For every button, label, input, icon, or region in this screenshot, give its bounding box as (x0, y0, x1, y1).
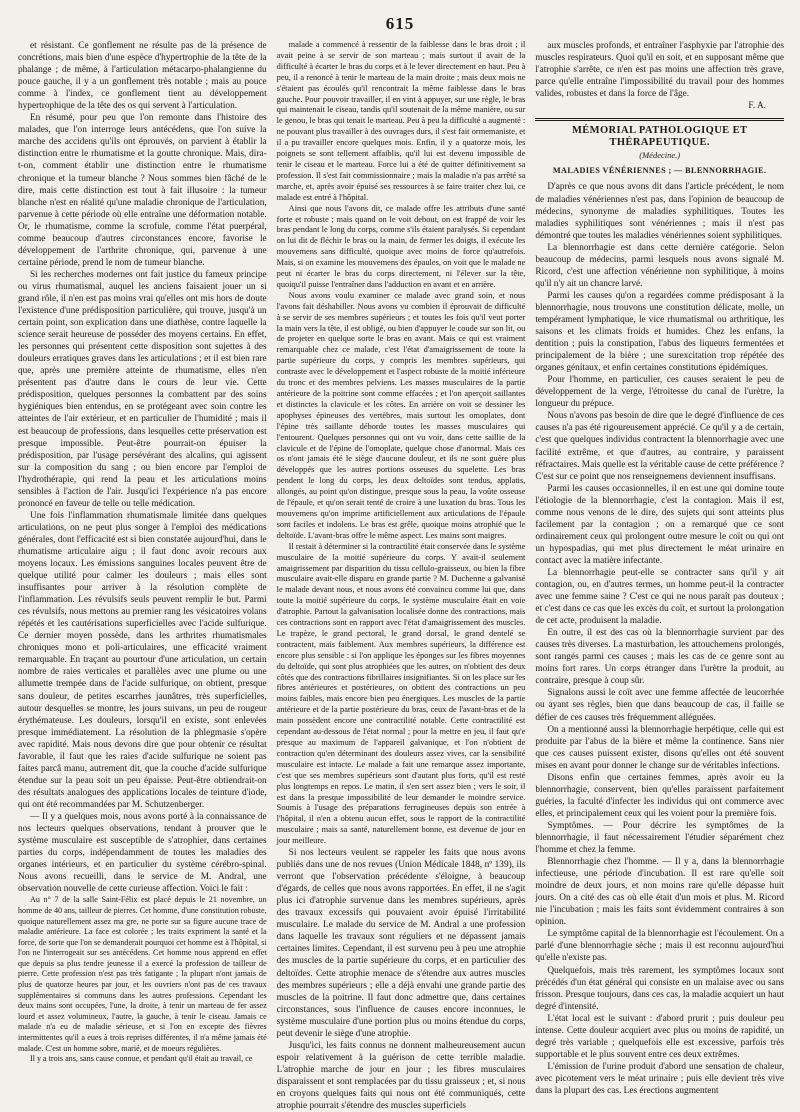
case-report-paragraph: Au n° 7 de la salle Saint-Félix est placé depuis le 21 novembre, un homme de 40 ans, tailleur de pierres. Cet homme, d'une constitution robuste, quoique naturellement assez ma gre, ne porte sur sa figure aucune trace de maladie antérieure. La face est colorée ; les traits expriment la santé et la force, de sorte que l'on se demanderait pourquoi cet homme est à l'hôpital, si l'on ne l'interrogeait sur ses antécédens. Cet homme nous apprend en effet que depuis sa plus tendre jeunesse il a exercé la profession de tailleur de pierre. Cette profession n'est pas très fatigante ; la plupart n'ont jamais de plus de quatorze heures par jour, et les ouvriers n'ont pas de ces travaux supplémentaires si communs dans les autres professions. Cependant les deux mains sont occupées, l'une, la droite, à tenir un marteau de fer assez lourd et assez volumineux, l'autre, la gauche, à tenir le ciseau. Jamais ce malade n'a eu de maladie sérieuse, et si l'on en excepte des fièvres intermittentes qu'il a eues à trois reprises différentes, il n'a même jamais été malade. C'est un homme sobre, marié, et de moeurs régulières. (18, 895, 267, 1053)
paragraph: Signalons aussi le coït avec une femme affectée de leucorrhée ou ayant ses règles, bien que dans beaucoup de cas, il faille se défier de ces causes très fréquemment alléguées. (535, 688, 785, 723)
paragraph: Si les recherches modernes ont fait justice du fameux principe ou virus rhumatismal, auquel les anciens faisaient jouer un si grand rôle, il n'en est pas moins vrai qu'elles ont mis hors de doute l'existence d'une prédisposition particulière, qui trouve, jusqu'à un certain point, son explication dans une diathèse, contre laquelle la science serait heureuse de posséder des moyens certains. En effet, les personnes qui présentent cette disposition sont sujettes à des douleurs erratiques graves dans les articulations ; et il est bien rare que, après une première atteinte de rhumatisme, elles n'en présentent pas d'autre dans le cours de leur vie. Cette prédisposition, quelques personnes la combattent par des soins hygiéniques bien entendus, en se protégeant avec soin contre les atteintes de l'air extérieur, et en particulier de l'humidité ; mais il est beaucoup de professions, dans lesquelles cette préservation est presque impossible. Peut-être pourrait-on épuiser la prédisposition, par l'usage persévérant des alcalins, qui agissent sur la composition du sang ; ou bien encore par l'emploi de l'hydrothérapie, qui rend la peau et les articulations moins sensibles à l'action de l'air. Jusqu'ici l'expérience n'a pas encore prononcé en faveur de telle ou telle médication. (18, 269, 267, 509)
paragraph: Disons enfin que certaines femmes, après avoir eu la blennorrhagie, conservent, bien qu'elles paraissent parfaitement guéries, la faculté d'infecter les individus qui ont commerce avec elles, et principalement ceux qui les voient pour la première fois. (535, 772, 785, 819)
paragraph: Jusqu'ici, les faits connus ne donnent malheureusement aucun espoir relativement à la guérison de cette terrible maladie. L'atrophie marche de jour en jour ; les fibres musculaires disparaissent et sont remplacées par du tissu graisseux ; et, si nous en croyons quelques faits qui nous ont été communiqués, cette atrophie pourrait s'étendre des muscles superficiels (276, 1040, 526, 1112)
paragraph: malade a commencé à ressentir de la faiblesse dans le bras droit ; il avait peine à se servir de son marteau ; mais surtout il avait de la difficulté à écarter le bras du corps et à le lever directement en haut. Peu à peu, il a renoncé à tenir le marteau de la main droite ; mais deux mois ne s'étaient pas écoulés qu'il rencontrait la même faiblesse dans le bras gauche. Pour pouvoir travailler, il en vint à appuyer, sur une règle, le bras qui maintenait le ciseau, tandis qu'il soutenait de la même manière, ou sur le genou, le bras qui tenait le marteau. Peu à peu la difficulté a augmenté : ne pouvant plus travailler à des ouvrages durs, il s'est fait ormemaniste, et il a pu travailler encore quelques mois. Enfin, il y a quatorze mois, les poignets se sont tellement affaiblis, qu'il lui est devenu impossible de tenir le ciseau et le marteau. Force lui a été de quitter définitivement sa profession. Il s'est fait commissionnaire ; mais la maladie n'a pas arrêté sa marche, et, après avoir épuisé ses ressources à se faire traiter chez lui, ce malade est entré à l'hôpital. (276, 40, 526, 202)
paragraph: On a mentionné aussi la blennorrhagie herpétique, celle qui est produite par l'abus de la bière et même la continence. Sans nier que ces causes puissent exister, disons qu'elles ont été souvent mises en avant pour donner le change sur de véritables infections. (535, 724, 785, 771)
paragraph: aux muscles profonds, et entraîner l'asphyxie par l'atrophie des muscles respirateurs. Quoi qu'il en soit, et en supposant même que l'atrophie s'arrête, ce n'en est pas moins une affection très grave, parce qu'elle entraîne l'impossibilité du travail pour des hommes valides, robustes et dans la force de l'âge. (535, 41, 785, 100)
page-number: 615 (385, 14, 415, 33)
article-columns (18, 40, 785, 1112)
section-title: MÉMORIAL PATHOLOGIQUE ET THÉRAPEUTIQUE. (571, 125, 748, 149)
paragraph: Nous n'avons pas besoin de dire que le degré d'influence de ces causes n'a pas été rigoureusement apprécié. Ce qu'il y a de certain, c'est que quelques individus contractent la blennorrhagie avec une facilité extrême, et que d'autres, au contraire, y paraissent réfractaires. Mais quelle est la véritable cause de cette préférence ? C'est sur ce point que nos renseignemens deviennent insuffisans. (535, 411, 785, 482)
paragraph: Il restait à déterminer si la contractilité était conservée dans le système musculaire de la moitié supérieure du corps. Y avait-il seulement amaigrissement par disparition du tissu cellulo-graisseux, ou bien la fibre musculaire avait-elle disparu en grande partie ? M. Duchenne a galvanisé le malade devant nous, et nous avons été convaincu comme lui que, dans toute la moitié supérieure du corps, le système musculaire était en voie d'atrophie. Partout la galvanisation localisée donne des contractions, mais ces contractions sont en rapport avec l'état d'amaigrissement des muscles. Le trapèze, le grand pectoral, le grand dorsal, le grand dentelé se contractent, mais faiblement. Aux membres supérieurs, la différence est encore plus sensible : si l'on applique les éponges sur les fibres moyennes du deltoïde, qui sont plus atrophiées que les autres, on n'obtient des deux côtés que des contractions fibrillaires insignifiantes. Si on les place sur les fibres antérieures et postérieures, on obtient des contractions un peu moins faibles, mais encore bien peu énergiques. Les muscles de la partie antérieure et de la partie postérieure du bras, ceux de l'avant-bras et de la main possèdent encore une contractilité notable. Cette contractilité est cependant au-dessous de l'état normal ; pour la mettre en jeu, il faut qu'e presque au maximum de l'appareil galvanique, et l'on n'obtient de contraction qu'en déterminant des douleurs assez vives, car la sensibilité musculaire est intacte. Le malade a fait une remarque assez importante, c'est que ses membres supérieurs sont d'autant plus forts, qu'il est resté plus longtemps en repos. Le matin, il s'en sert assez bien ; vers le soir, il est dans la presque impossibilité de leur demander le moindre service. Soumis à l'usage des préparations ferrugineuses depuis son entrée à l'hôpital, il n'en a obtenu aucun effet, sous le rapport de la contractilité musculaire ; mais sa santé, naturellement bonne, est devenue de jour en jour meilleure. (276, 541, 526, 846)
paragraph: Symptômes. — Pour décrire les symptômes de la blennorrhagie, il faut nécessairement l'étudier séparément chez l'homme et chez la femme. (535, 820, 785, 856)
paragraph: Le symptôme capital de la blennorrhagie est l'écoulement. On a parlé d'une blennorrhagie sèche ; mais il est reconnu aujourd'hui qu'elle n'existe pas. (535, 929, 785, 964)
paragraph: La blennorrhagie est dans cette dernière catégorie. Selon beaucoup de médecins, parmi lesquels nous avons signalé M. Ricord, c'est une affection vénérienne non syphilitique, à moins qu'il n'y ait un chancre larvé. (535, 242, 785, 289)
paragraph: D'après ce que nous avons dit dans l'article précédent, le nom de maladies vénériennes n'est pas, dans l'opinion de beaucoup de médecins, synonyme de maladies syphilitiques. Toutes les maladies syphilitiques sont vénériennes ; mais il n'est pas démontré que toutes les maladies vénériennes soient syphilitiques. (535, 182, 785, 241)
column-3 (535, 40, 785, 1096)
paragraph: En résumé, pour peu que l'on remonte dans l'histoire des malades, que l'on interroge leurs antécédens, que l'on suive la marche des accidens qu'ils ont éprouvés, on parvient à établir la distinction entre le rhumatisme et la goutte chronique. Mais, dira-t-on, comment établir une distinction entre le rhumatisme chronique et la tumeur blanche ? Nous sommes bien fâché de le dire, mais cette distinction est tout à fait illusoire : la tumeur blanche n'est en réalité qu'une maladie chronique de l'articulation, parvenue à cette période où elle entraîne une déformation notable. Or, le rhumatisme, comme la scrofule, comme l'état puerpéral, comme beaucoup d'autres circonstances encore, favorise le développement de l'arthrite chronique, qui, parvenue à une certaine période, prend le nom de tumeur blanche. (18, 113, 267, 268)
paragraph: Parmi les causes qu'on a regardées comme prédisposant à la blennorrhagie, nous trouvons une constitution délicate, molle, un tempérament lymphatique, le vice rhumatismal ou arthritique, les saisons et les climats froids et humides. Chez les enfans, la dentition ; puis la constipation, l'abus des liqueurs fermentées et principalement de la bière ; une surexcitation trop répétée des organes génitaux, et enfin certaines constitutions épidémiques. (535, 290, 785, 374)
paragraph: Pour l'homme, en particulier, ces causes seraient le peu de développement de la verge, l'étroitesse du canal de l'urètre, la longueur du prépuce. (535, 375, 785, 410)
column-2 (276, 40, 526, 1112)
paragraph: et résistant. Ce gonflement ne résulte pas de la présence de concrétions, mais bien d'une espèce d'hypertrophie de la tête de la phalange ; de même, à l'articulation métacarpo-phalangienne du pouce gauche, il y a un gonflement très notable ; mais au pouce comme à l'index, ce gonflement tient au développement hypertrophique de la tête des os qui servent à l'articulation. (18, 41, 267, 112)
paragraph: Ainsi que nous l'avons dit, ce malade offre les attributs d'une santé forte et robuste ; mais quand on le voit debout, on est frappé de voir les bras pendant le long du corps, comme s'ils étaient paralysés. Si cependant on lui dit de fléchir le bras ou la main, de fermer les doigts, il exécute les mouvemens sans difficulté, quoique avec moins de force qu'autrefois. Mais, si on examine les mouvemens des épaules, on voit que le malade ne peut ni écarter le bras du corps directement, ni l'élever sur la tête, quoiqu'il puisse l'entraîner dans l'adduction en avant et en arrière. (276, 203, 526, 289)
section-subtitle: (Médecine.) (639, 150, 681, 161)
section-divider (535, 118, 784, 121)
paragraph: Une fois l'inflammation rhumatismale limitée dans quelques articulations, on ne peut plus songer à l'emploi des médications générales, dont l'efficacité est si bien constatée aujourd'hui, dans le rhumatisme articulaire aigu ; il faut donc avoir recours aux moyens locaux. Les émissions sanguines locales peuvent être de quelque utilité pour calmer les douleurs ; mais elles sont insuffisantes pour arriver à la résolution complète de l'inflammation. Les révulsifs seuls peuvent remplir le but. Parmi ces révulsifs, nous mettons au premier rang les vésicatoires volans répétés et les cautérisations superficielles avec l'acide sulfurique. Ce dernier moyen possède, dans les arthrites rhumatismales chroniques mono et poli-articulaires, une efficacité vraiment remarquable. En traçant au pourtour d'une articulation, un certain nombre de raies verticales et parallèles avec une plume ou une allumette trempée dans de l'acide sulfurique, on obtient, presque sans douleur, de petites escarrhes jaunâtres, très superficielles, autour desquelles se montre, les jours suivans, un peu de rougeur érythémateuse. Les douleurs, lorsqu'il en existe, sont enlevées presque immédiatement. La résolution de la phlegmasie s'opère avec rapidité. Mais nous devons dire que pour obtenir ce résultat favorable, il faut que les raies d'acide sulfurique ne soient pas faites parcâ manu, autrement dit, que la couche d'acide sulfurique étendue sur la peau soit un peu épaisse. Peut-être obtiendrait-on des résultats analogues des applications locales de teinture d'iode, qui ont été recommandées par M. Schutzenberger. (18, 510, 267, 810)
paragraph: Nous avons voulu examiner ce malade avec grand soin, et nous l'avons fait déshabiller. Nous avons vu combien il éprouvait de difficulté à se servir de ses membres supérieurs ; et toutes les fois qu'il veut porter la main vers la tête, il est obligé, ou bien d'appuyer le coude sur son lit, ou de projeter en quelque sorte le bras en avant. Mais ce qui est vraiment remarquable chez ce malade, c'est l'état d'amaigrissement de toute la partie supérieure du corps, y compris les membres supérieurs, qui contraste avec le développement et l'aspect robuste de la moitié inférieure du tronc et des membres pelviens. Les masses musculaires de la partie antérieure de la poitrine sont comme effacées ; et l'on aperçoit saillantes et distinctes la clavicule et les côtes. En arrière on voit se dessiner les apophyses épineuses des vertèbres, mais surtout les omoplates, dont l'épine très saillante déborde toutes les masses musculaires qui l'entourent. Quelques personnes qui ont vu voir, dans cette saillie de la clavicule et de l'épine de l'omoplate, quelque chose d'anormal. Mais ces os n'ont jamais été le siège d'aucune douleur, et ils ne sont guère plus développés que les autres portions osseuses du squelette. Les bras pendent le long du corps, les deux deltoïdes sont tendus, applatis, allongés, au point qu'on distingue, presque sous la peau, la voûte osseuse de l'épaule, et qu'on serait tenté de croire à une luxation du bras. Tous les mouvemens qu'on imprime artificiellement aux articulations de l'épaule sont faciles et indolens. Le bras est grêle, quoique moins atrophié que le deltoïde. L'avant-bras offre le même aspect. Les mains sont maigres. (276, 290, 526, 540)
author-signoff: F. A. (748, 101, 767, 112)
column-1 (18, 40, 267, 1092)
paragraph: La blennorrhagie peut-elle se contracter sans qu'il y ait contagion, ou, en d'autres termes, un homme peut-il la contracter avec une femme saine ? C'est ce qui ne nous paraît pas douteux ; et c'est dans ce cas que les excès du coït, et surtout la prolongation de cet acte, produisent la maladie. (535, 567, 785, 627)
paragraph: L'émission de l'urine produit d'abord une sensation de chaleur, avec picotement vers le méat urinaire ; puis elle devient très vive dans la plupart des cas. Les érections augmentent (535, 1061, 785, 1096)
paragraph: Si nos lecteurs veulent se rappeler les faits que nous avons publiés dans une de nos revues (Union Médicale 1848, nº 139), ils verront que l'observation précédente s'éloigne, à beaucoup d'égards, de celles que nous avons rapportées. En effet, il ne s'agit plus ici d'atrophie survenue dans les membres supérieurs, après des travaux excessifs qui pouvaient avoir épuisé l'irritabilité musculaire. Le malade du service de M. Andral a une profession dans laquelle les travaux sont réguliers et ne dépassent jamais certaines limites. Cependant, il est survenu peu à peu une atrophie des muscles de la partie supérieure du corps, et en particulier des deltoïdes. Cette atrophie menace de s'étendre aux autres muscles des membres supérieurs ; elle a déjà envahi une grande partie des muscles de la poitrine. Il faut donc admettre que, dans certaines circonstances, sous l'influence de causes encore inconnues, le système musculaire d'une portion plus ou moins étendue du corps, peut devenir le siège d'une atrophie. (276, 848, 526, 1039)
paragraph: L'état local est le suivant : d'abord prurit ; puis douleur peu intense. Cette douleur acquiert avec plus ou moins de rapidité, un degré très variable ; quelquefois elle est excessive, parfois très supportable et le plus souvent entre ces deux extrêmes. (535, 1013, 785, 1060)
paragraph: En outre, il est des cas où la blennorrhagie survient par des causes très diverses. La masturbation, les attouchemens prolongés, sont rangés parmi ces causes ; mais les cas de ce genre sont au moins fort rares. Un corps étranger dans l'urètre la produit, au contraire, presque à coup sûr. (535, 628, 785, 687)
paragraph: — Il y a quelques mois, nous avons porté à la connaissance de nos lecteurs quelques observations, tendant à prouver que le système musculaire est susceptible de s'atrophier, dans certaines parties du corps, indépendamment de toutes les maladies des organes intérieurs, et en particulier du système cérébro-spinal. Nous avons recueilli, dans le service de M. Andral, une observation nouvelle de cette curieuse affection. Voici le fait : (18, 812, 267, 895)
paragraph: Quelquefois, mais très rarement, les symptômes locaux sont précédés d'un état général qui consiste en un malaise avec ou sans frisson. Presque toujours, dans ces cas, la maladie acquiert un haut degré d'intensité. (535, 965, 785, 1012)
subsection-title: MALADIES VÉNÉRIENNES ; — BLENNORRHAGIE. (552, 166, 767, 176)
paragraph: Parmi les causes occasionnelles, il en est une qui domine toute l'étiologie de la blennorrhagie, c'est la contagion. Mais il est, comme nous venons de le dire, des sujets qui sont atteints plus facilement par la contagion ; on a remarqué que ce sont ordinairement ceux qui prolongent outre mesure le coït ou qui ont un hypospadias, qui met plus directement le méat urinaire en contact avec la matière infectante. (535, 483, 785, 566)
case-report-paragraph: Il y a trois ans, sans cause connue, et pendant qu'il était au travail, ce (30, 1054, 253, 1064)
paragraph: Blennorrhagie chez l'homme. — Il y a, dans la blennorrhagie infectieuse, une période d'incubation. Il est rare qu'elle soit moindre de deux jours, et non moins rare qu'elle dépasse huit jours. On a cité des cas où elle était d'un mois et plus. M. Ricord nie l'incubation ; mais les faits sont évidemment contraires à son opinion. (535, 857, 785, 928)
